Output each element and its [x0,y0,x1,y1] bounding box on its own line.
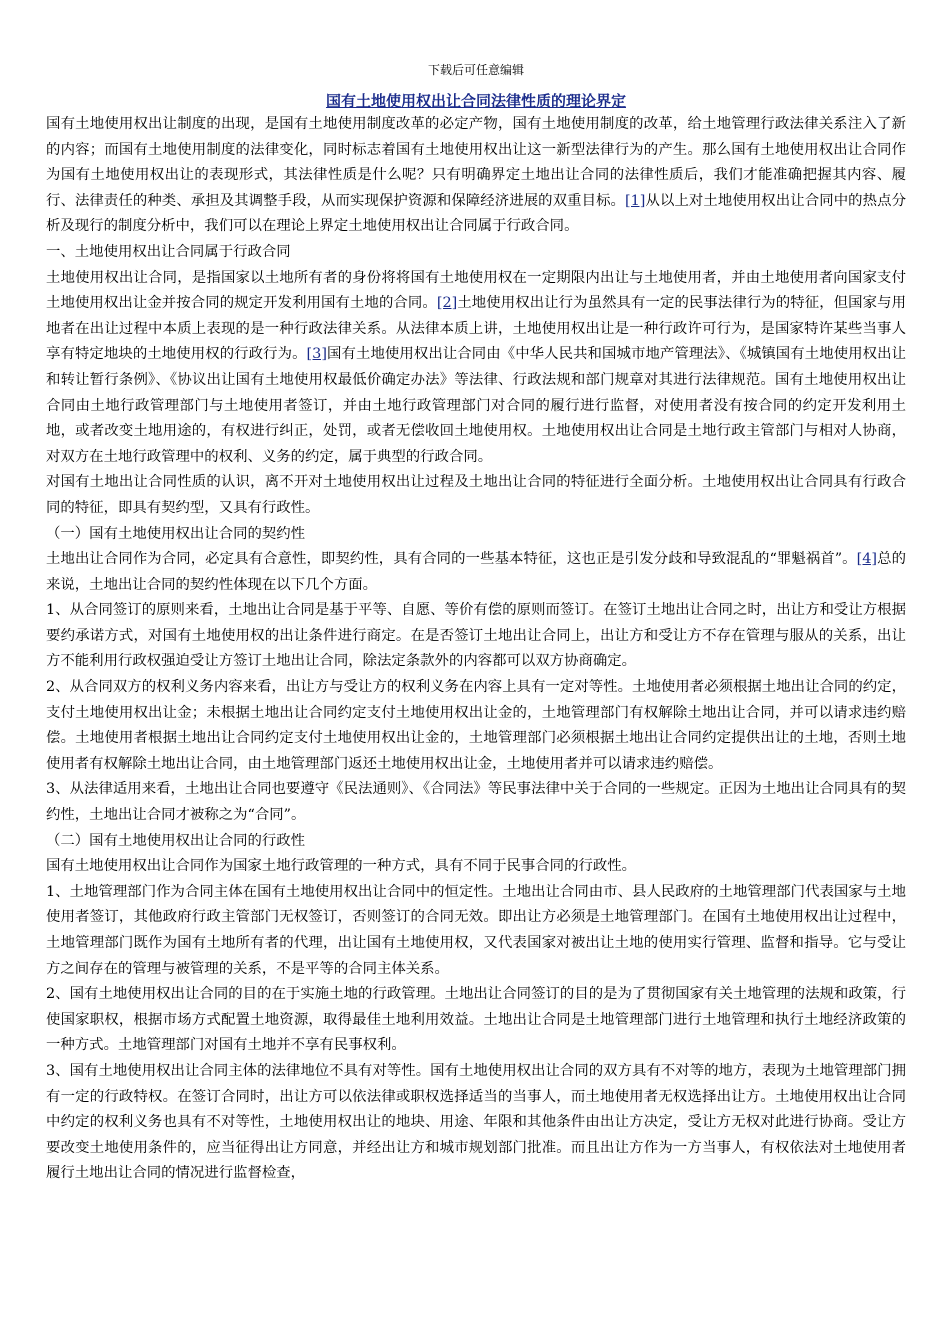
paragraph [46,598,906,675]
paragraph-text: 2、国有土地使用权出让合同的目的在于实施土地的行政管理。土地出让合同签订的目的是为了贯彻国家有关土地管理的法规和政策，行使国家职权，根据市场方式配置土地资源，取得最佳土地利用效益。土地出让合同是土地管理部门进行土地管理和执行土地经济政策的一种方式。土地管理部门对国有土地并不享有民事权利。 [46,986,906,1054]
paragraph [46,240,906,266]
paragraph-text: 从以上对土地使用权出让合同中的热点分析及现行的制度分析中，我们可以在理论上界定土地使用权出让合同属于行政合同。 [46,192,906,235]
document-page [46,62,906,1187]
paragraph-text: 土地出让合同作为合同，必定具有合意性，即契约性，具有合同的一些基本特征，这也正是引发分歧和导致混乱的“罪魁祸首”。 [46,551,857,568]
paragraph-text: 国有土地使用权出让合同由《中华人民共和国城市地产管理法》、《城镇国有土地使用权出让和转让暂行条例》、《协议出让国有土地使用权最低价确定办法》等法律、行政法规和部门规章对其进行法律规范。国有土地使用权出让合同由土地行政管理部门与土地使用者签订，并由土地行政管理部门对合同的履行进行监督，对使用者没有按合同的约定开发利用土地，或者改变土地用途的，有权进行纠正，处罚，或者无偿收回土地使用权。土地使用权出让合同是土地行政主管部门与相对人协商，对双方在土地行政管理中的权利、义务的约定，属于典型的行政合同。 [46,346,906,465]
paragraph-text: 对国有土地出让合同性质的认识，离不开对土地使用权出让过程及土地出让合同的特征进行全面分析。土地使用权出让合同具有行政合同的特征，即具有契约型，又具有行政性。 [46,474,906,516]
footnote-link[interactable]: [1] [625,192,646,209]
paragraph-text: 3、国有土地使用权出让合同主体的法律地位不具有对等性。国有土地使用权出让合同的双方具有不对等的地方，表现为土地管理部门拥有一定的行政特权。在签订合同时，出让方可以依法律或职权选择适当的当事人，而土地使用者无权选择出让方。土地使用权出让合同中约定的权利义务也具有不对等性，土地使用权出让的地块、用途、年限和其他条件由出让方决定，受让方无权对此进行协商。受让方要改变土地使用条件的，应当征得出让方同意，并经出让方和城市规划部门批准。而且出让方作为一方当事人，有权依法对土地使用者履行土地出让合同的情况进行监督检查， [46,1062,906,1182]
paragraph [46,880,906,982]
paragraph [46,1059,906,1187]
paragraph-text: 土地使用权出让行为虽然具有一定的民事法律行为的特征，但国家与用地者在出让过程中本质上表现的是一种行政法律关系。从法律本质上讲，土地使用权出让是一种行政许可行为，是国家特许某些当事人享有特定地块的土地使用权的行政行为。 [46,295,906,363]
footnote-link[interactable]: [4] [856,551,878,568]
paragraph-text: 国有土地使用权出让合同作为国家土地行政管理的一种方式，具有不同于民事合同的行政性。 [46,858,637,875]
document-title: 国有土地使用权出让合同法律性质的理论界定 [325,92,626,110]
paragraph [46,470,906,521]
footnote-link[interactable]: [2] [436,295,458,312]
paragraph-text: 1、从合同签订的原则来看，土地出让合同是基于平等、自愿、等价有偿的原则而签订。在签订土地出让合同之时，出让方和受让方根据要约承诺方式，对国有土地使用权的出让条件进行商定。在是否签订土地出让合同上，出让方和受让方不存在管理与服从的关系，出让方不能利用行政权强迫受让方签订土地出让合同，除法定条款外的内容都可以双方协商确定。 [46,602,906,670]
page-header: 下载后可任意编辑 [427,63,524,77]
paragraph [46,112,906,240]
paragraph-text: 3、从法律适用来看，土地出让合同也要遵守《民法通则》、《合同法》等民事法律中关于合同的一些规定。正因为土地出让合同具有的契约性，土地出让合同才被称之为“合同”。 [46,781,906,824]
footnote-link[interactable]: [3] [306,346,327,363]
paragraph [46,854,906,880]
paragraph-text: 国有土地使用权出让制度的出现，是国有土地使用制度改革的必定产物，国有土地使用制度的改革，给土地管理行政法律关系注入了新的内容；而国有土地使用制度的法律变化，同时标志着国有土地使用权出让这一新型法律行为的产生。那么国有土地使用权出让合同作为国有土地使用权出让的表现形式，其法律性质是什么呢？只有明确界定土地出让合同的法律性质后，我们才能准确把握其内容、履行、法律责任的种类、承担及其调整手段，从而实现保护资源和保障经济进展的双重目标。 [46,116,906,209]
paragraph [46,675,906,777]
paragraph [46,522,906,548]
paragraph [46,266,906,471]
paragraph-text: 总的来说，土地出让合同的契约性体现在以下几个方面。 [46,551,906,593]
paragraph-text: 一、土地使用权出让合同属于行政合同 [46,243,291,260]
document-body [46,112,906,1187]
paragraph [46,829,906,855]
paragraph-text: 2、从合同双方的权利义务内容来看，出让方与受让方的权利义务在内容上具有一定对等性。土地使用者必须根据土地出让合同的约定，支付土地使用权出让金；未根据土地出让合同约定支付土地使用权出让金的，土地管理部门有权解除土地出让合同，并可以请求违约赔偿。土地使用者根据土地出让合同约定支付土地使用权出让金的，土地管理部门必须根据土地出让合同约定提供出让的土地，否则土地使用者有权解除土地出让合同，由土地管理部门返还土地使用权出让金，土地使用者并可以请求违约赔偿。 [46,679,906,772]
paragraph [46,982,906,1059]
paragraph [46,777,906,828]
paragraph-text: 1、土地管理部门作为合同主体在国有土地使用权出让合同中的恒定性。土地出让合同由市、县人民政府的土地管理部门代表国家与土地使用者签订，其他政府行政主管部门无权签订，否则签订的合同无效。即出让方必须是土地管理部门。在国有土地使用权出让过程中，土地管理部门既作为国有土地所有者的代理，出让国有土地使用权，又代表国家对被出让土地的使用实行管理、监督和指导。它与受让方之间存在的管理与被管理的关系，不是平等的合同主体关系。 [46,883,906,977]
paragraph-text: （一）国有土地使用权出让合同的契约性 [46,525,306,542]
paragraph-text: （二）国有土地使用权出让合同的行政性 [46,832,306,849]
paragraph [46,547,906,598]
paragraph-text: 土地使用权出让合同，是指国家以土地所有者的身份将将国有土地使用权在一定期限内出让与土地使用者，并由土地使用者向国家支付土地使用权出让金并按合同的规定开发利用国有土地的合同。 [46,269,906,312]
